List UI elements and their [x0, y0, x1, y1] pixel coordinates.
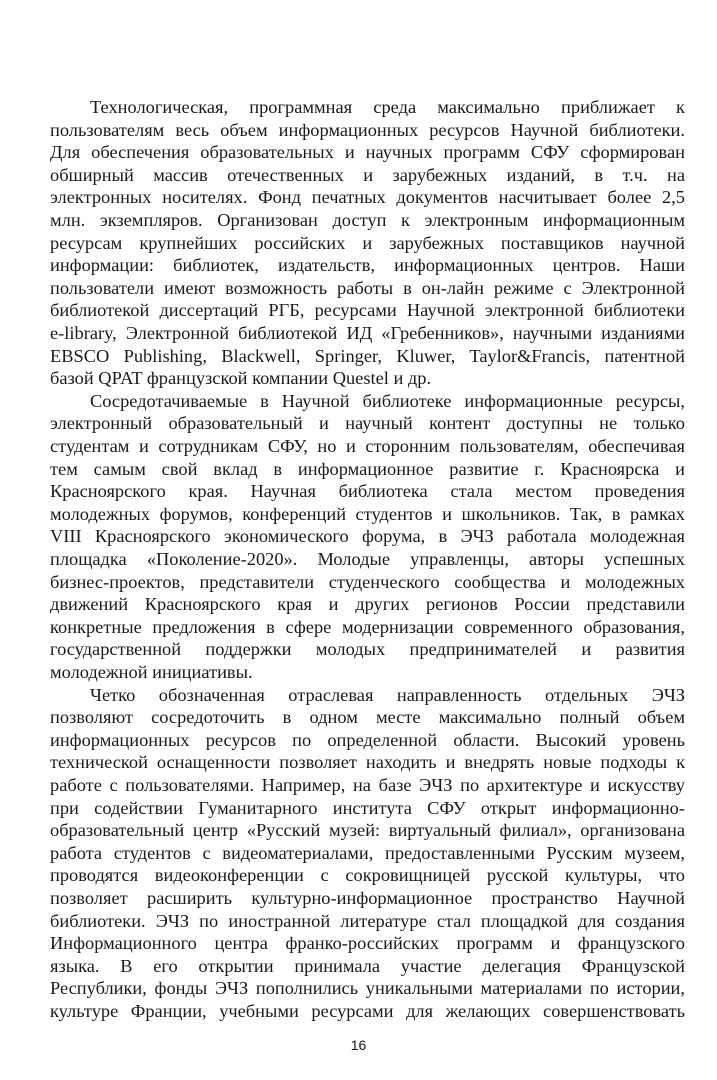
paragraph-1-line-1: Технологическая, программная среда максимально приближает к: [90, 97, 685, 117]
paragraph-3-line-11: библиотеки. ЭЧЗ по иностранной литературе стал площадкой для создания: [50, 910, 685, 931]
paragraph-2-line-6: молодежных форумов, конференций студентов и школьников. Так, в рамках: [50, 503, 685, 524]
paragraph-3-line-7: образовательный центр «Русский музей: виртуальный филиал», организована: [50, 820, 685, 841]
paragraph-3-line-6: при содействии Гуманитарного института СФУ открыт информационно-: [50, 797, 685, 818]
paragraph-3-line-5: работе с пользователями. Например, на базе ЭЧЗ по архитектуре и искусству: [50, 775, 685, 795]
paragraph-3-line-15: культуре Франции, учебными ресурсами для желающих совершенствовать: [50, 1001, 685, 1021]
paragraph-2-line-3: студентам и сотрудникам СФУ, но и сторонним пользователям, обеспечивая: [50, 436, 685, 456]
paragraph-3-line-4: технической оснащенности позволяет находить и внедрять новые подходы к: [50, 752, 685, 773]
paragraph-1-line-6: млн. экземпляров. Организован доступ к электронным информационным: [50, 210, 685, 230]
paragraph-3-line-9: проводятся видеоконференции с сокровищницей русской культуры, что: [50, 865, 685, 886]
paragraph-2-line-13: молодежной инициативы.: [50, 662, 253, 682]
paragraph-1-line-13: базой QPAT французской компании Questel и др.: [50, 368, 432, 389]
paragraph-1-line-2: пользователям весь объем информационных ресурсов Научной библиотеки.: [50, 119, 685, 140]
paragraph-2-line-9: бизнес-проектов, представители студенческого сообщества и молодежных: [50, 571, 685, 592]
paragraph-3-line-8: работа студентов с видеоматериалами, предоставленными Русским музеем,: [50, 842, 685, 863]
paragraph-1-line-11: e-library, Электронной библиотекой ИД «Гребенников», научными изданиями: [50, 323, 685, 343]
paragraph-1-line-10: библиотекой диссертаций РГБ, ресурсами Научной электронной библиотеки: [50, 300, 685, 321]
page-number: 16: [350, 1037, 367, 1053]
paragraph-2-line-5: Красноярского края. Научная библиотека стала местом проведения: [50, 481, 685, 502]
paragraph-3-line-10: позволяет расширить культурно-информационное пространство Научной: [50, 888, 685, 908]
paragraph-1-line-12: EBSCO Publishing, Blackwell, Springer, Kluwer, Taylor&Francis, патентной: [50, 345, 685, 366]
paragraph-3-line-3: информационных ресурсов по определенной области. Высокий уровень: [50, 729, 685, 750]
paragraph-3-line-12: Информационного центра франко-российских программ и французского: [50, 933, 685, 954]
paragraph-2-line-8: площадка «Поколение-2020». Молодые управленцы, авторы успешных: [50, 549, 685, 569]
paragraph-1-line-5: электронных носителях. Фонд печатных документов насчитывает более 2,5: [50, 187, 685, 208]
paragraph-1-line-8: информации: библиотек, издательств, информационных центров. Наши: [50, 255, 685, 276]
paragraph-2-line-7: VIII Красноярского экономического форума, в ЭЧЗ работала молодежная: [50, 526, 685, 547]
paragraph-3-line-13: языка. В его открытии принимала участие делегация Французской: [50, 955, 685, 976]
paragraph-3-line-14: Республики, фонды ЭЧЗ пополнились уникальными материалами по истории,: [50, 978, 685, 999]
paragraph-2-line-11: конкретные предложения в сфере модернизации современного образования,: [50, 616, 685, 637]
paragraph-2-line-10: движений Красноярского края и других регионов России представили: [50, 594, 685, 615]
paragraph-1-line-7: ресурсам крупнейших российских и зарубежных поставщиков научной: [50, 232, 685, 253]
paragraph-2-line-4: тем самым свой вклад в информационное развитие г. Красноярска и: [50, 458, 685, 479]
paragraph-2-line-1: Сосредотачиваемые в Научной библиотеке информационные ресурсы,: [90, 390, 685, 411]
paragraph-2-line-2: электронный образовательный и научный контент доступны не только: [50, 413, 685, 434]
paragraph-2-line-12: государственной поддержки молодых предпринимателей и развития: [50, 639, 685, 660]
paragraph-3-line-1: Четко обозначенная отраслевая направленность отдельных ЭЧЗ: [90, 684, 685, 705]
paragraph-1-line-3: Для обеспечения образовательных и научных программ СФУ сформирован: [50, 142, 685, 163]
paragraph-3-line-2: позволяют сосредоточить в одном месте максимально полный объем: [50, 707, 685, 728]
paragraph-1-line-9: пользователи имеют возможность работы в он-лайн режиме с Электронной: [50, 277, 685, 298]
paragraph-1-line-4: обширный массив отечественных и зарубежных изданий, в т.ч. на: [50, 164, 685, 185]
